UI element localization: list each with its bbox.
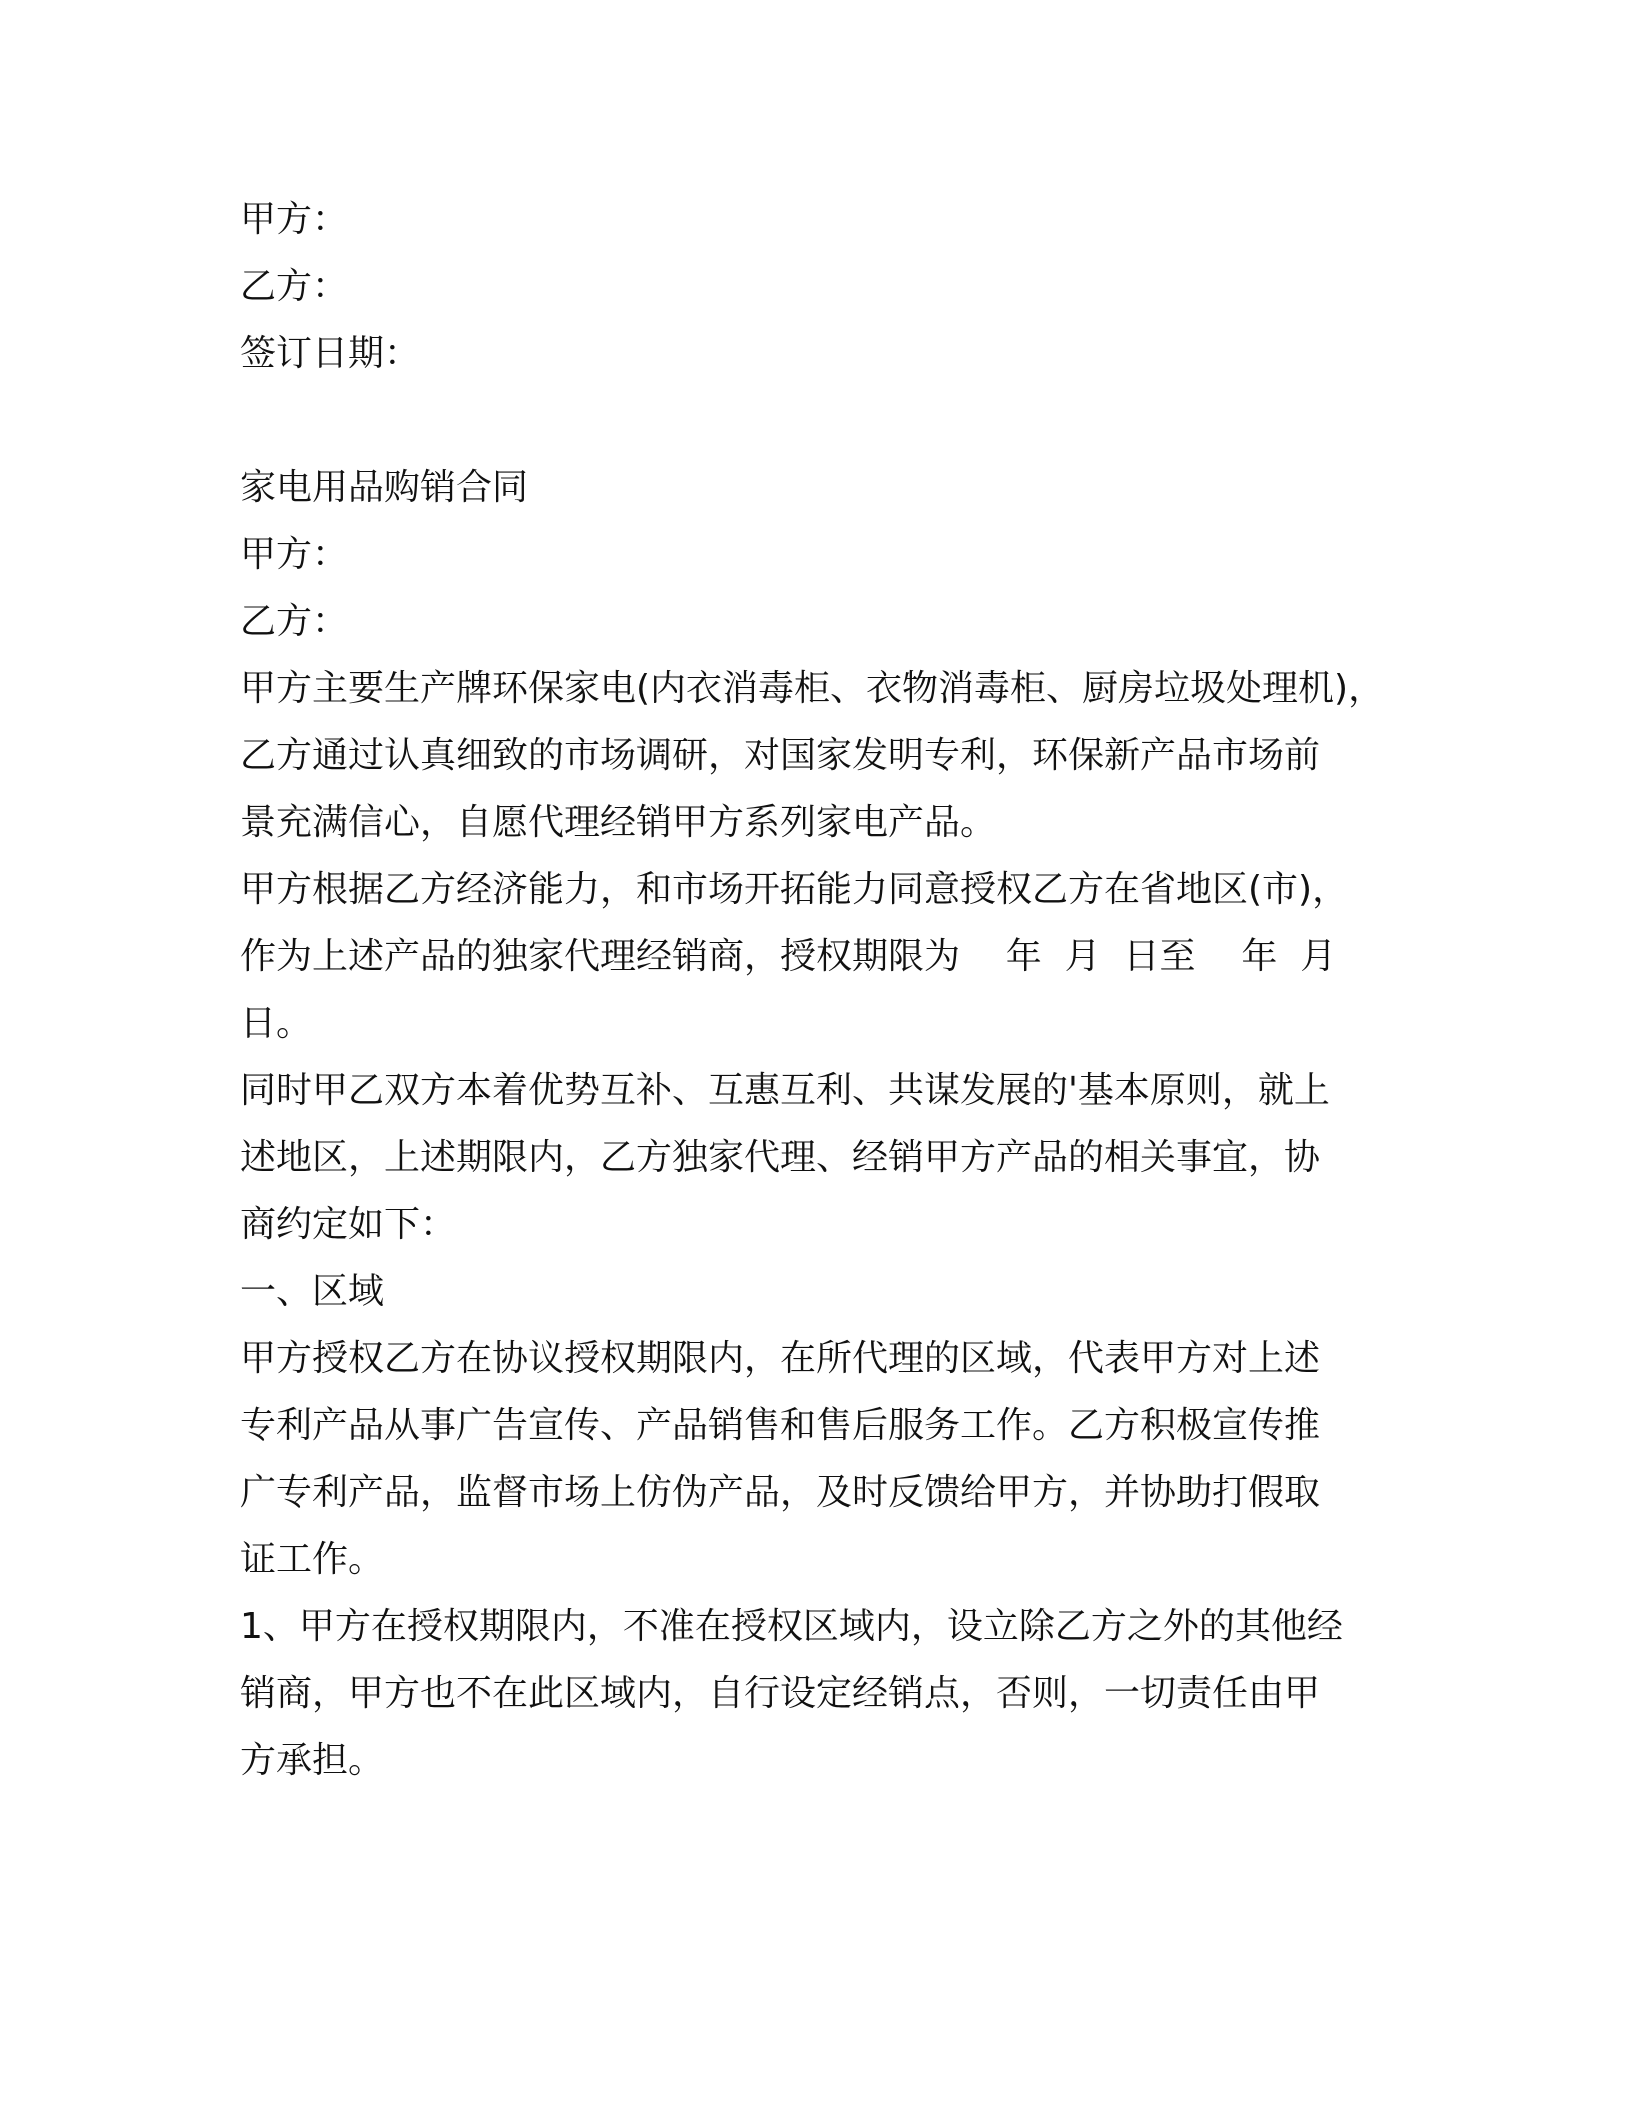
body-line: 甲方主要生产牌环保家电(内衣消毒柜、衣物消毒柜、厨房垃圾处理机)， (240, 668, 1385, 709)
body-line: 销商，甲方也不在此区域内，自行设定经销点，否则，一切责任由甲 (240, 1673, 1321, 1714)
body-line: 景充满信心，自愿代理经销甲方系列家电产品。 (240, 802, 997, 843)
contract-title: 家电用品购销合同 (240, 467, 529, 508)
section-heading-region: 一、区域 (240, 1271, 385, 1312)
body-line: 商约定如下： (240, 1204, 457, 1245)
body-line: 述地区，上述期限内，乙方独家代理、经销甲方产品的相关事宜，协 (240, 1137, 1321, 1178)
body-line: 广专利产品，监督市场上仿伪产品，及时反馈给甲方，并协助打假取 (240, 1472, 1321, 1513)
body-line: 1、甲方在授权期限内，不准在授权区域内，设立除乙方之外的其他经 (240, 1606, 1343, 1647)
header-party-a: 甲方： (240, 199, 349, 240)
contract-party-b: 乙方： (240, 601, 349, 642)
contract-party-a: 甲方： (240, 534, 349, 575)
body-line: 同时甲乙双方本着优势互补、互惠互利、共谋发展的'基本原则，就上 (240, 1070, 1330, 1111)
body-line: 乙方通过认真细致的市场调研，对国家发明专利，环保新产品市场前 (240, 735, 1321, 776)
body-line: 甲方授权乙方在协议授权期限内，在所代理的区域，代表甲方对上述 (240, 1338, 1321, 1379)
header-party-b: 乙方： (240, 266, 349, 307)
body-line: 证工作。 (240, 1539, 385, 1580)
document-body (240, 186, 1420, 1794)
body-line: 甲方根据乙方经济能力，和市场开拓能力同意授权乙方在省地区(市)， (240, 869, 1349, 910)
header-sign-date: 签订日期： (240, 333, 421, 374)
body-line: 方承担。 (240, 1740, 385, 1781)
spacer (240, 387, 1420, 454)
body-line: 专利产品从事广告宣传、产品销售和售后服务工作。乙方积极宣传推 (240, 1405, 1321, 1446)
body-line: 作为上述产品的独家代理经销商，授权期限为 年 月 日至 年 月 (240, 936, 1337, 977)
body-line: 日。 (240, 1003, 313, 1044)
